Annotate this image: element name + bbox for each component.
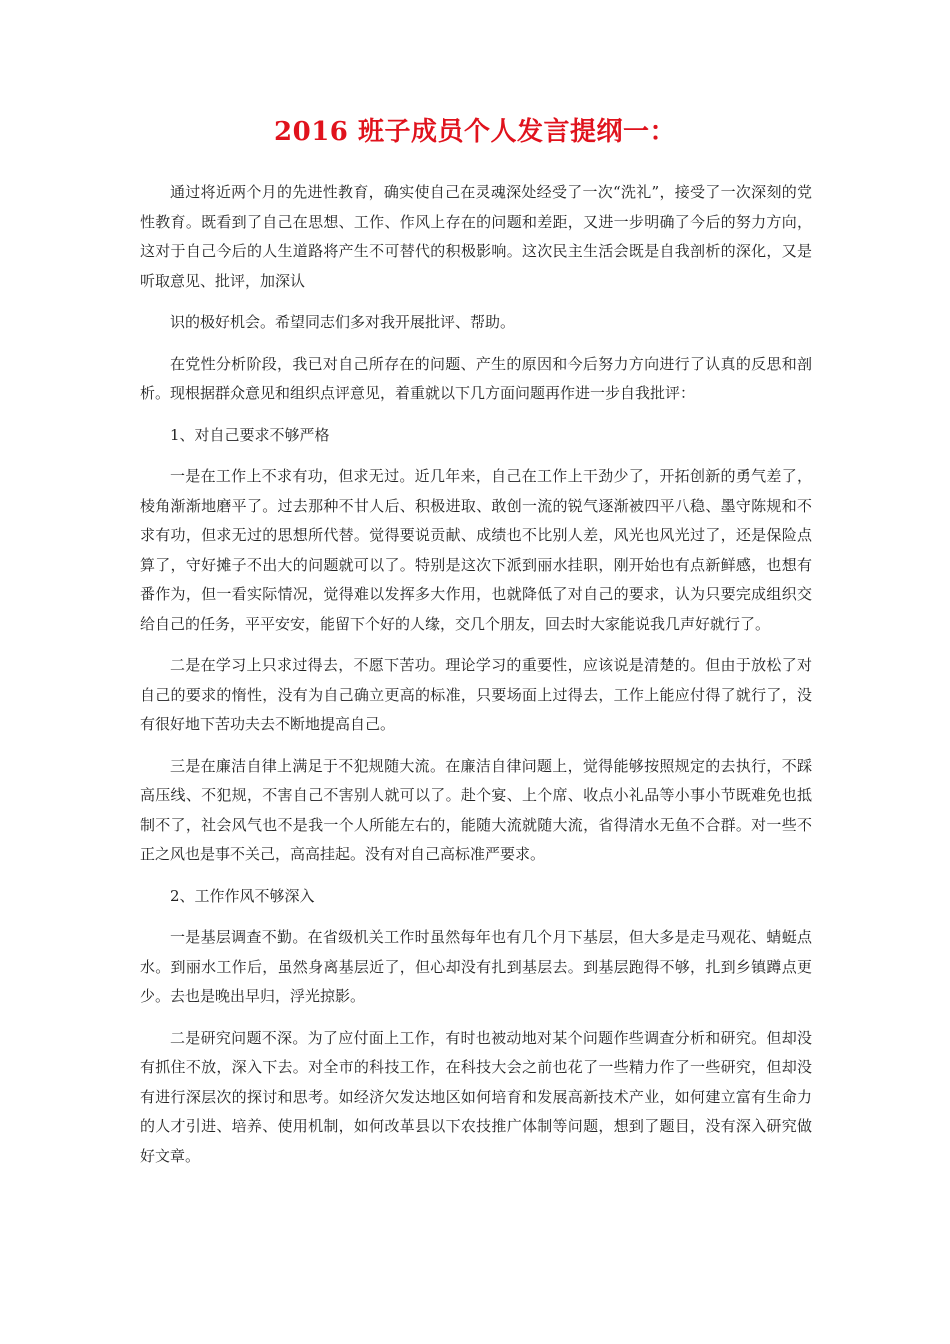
document-title: 2016 班子成员个人发言提纲一： [274, 117, 676, 147]
section-heading: 2、工作作风不够深入 [170, 886, 315, 905]
paragraph: 识的极好机会。希望同志们多对我开展批评、帮助。 [170, 313, 516, 331]
paragraph: 二是在学习上只求过得去，不愿下苦功。理论学习的重要性，应该说是清楚的。但由于放松了对自己的要求的惰性，没有为自己确立更高的标准，只要场面上过得去，工作上能应付得了就行了，没有很好地下苦功夫去不断地提高自己。 [140, 656, 812, 733]
paragraph: 在党性分析阶段，我已对自己所存在的问题、产生的原因和今后努力方向进行了认真的反思和剖析。现根据群众意见和组织点评意见，着重就以下几方面问题再作进一步自我批评： [140, 354, 812, 402]
paragraph: 三是在廉洁自律上满足于不犯规随大流。在廉洁自律问题上，觉得能够按照规定的去执行，不踩高压线、不犯规，不害自己不害别人就可以了。赴个宴、上个席、收点小礼品等小事小节既难免也抵制不了，社会风气也不是我一个人所能左右的，能随大流就随大流，省得清水无鱼不合群。对一些不正之风也是事不关己，高高挂起。没有对自己高标准严要求。 [140, 756, 812, 863]
paragraph: 一是基层调查不勤。在省级机关工作时虽然每年也有几个月下基层，但大多是走马观花、蜻蜓点水。到丽水工作后，虽然身离基层近了，但心却没有扎到基层去。到基层跑得不够，扎到乡镇蹲点更少。去也是晚出早归，浮光掠影。 [140, 928, 812, 1005]
document-body [140, 178, 812, 1183]
paragraph: 一是在工作上不求有功，但求无过。近几年来，自己在工作上干劲少了，开拓创新的勇气差了，棱角渐渐地磨平了。过去那种不甘人后、积极进取、敢创一流的锐气逐渐被四平八稳、墨守陈规和不求有功，但求无过的思想所代替。觉得要说贡献、成绩也不比别人差，风光也风光过了，还是保险点算了，守好摊子不出大的问题就可以了。特别是这次下派到丽水挂职，刚开始也有点新鲜感，也想有番作为，但一看实际情况，觉得难以发挥多大作用，也就降低了对自己的要求，认为只要完成组织交给自己的任务，平平安安，能留下个好的人缘，交几个朋友，回去时大家能说我几声好就行了。 [140, 467, 812, 633]
section-heading: 1、对自己要求不够严格 [170, 425, 330, 444]
paragraph: 通过将近两个月的先进性教育，确实使自己在灵魂深处经受了一次“洗礼”，接受了一次深刻的党性教育。既看到了自己在思想、工作、作风上存在的问题和差距，又进一步明确了今后的努力方向，这对于自己今后的人生道路将产生不可替代的积极影响。这次民主生活会既是自我剖析的深化，又是听取意见、批评，加深认 [140, 183, 812, 290]
paragraph: 二是研究问题不深。为了应付面上工作，有时也被动地对某个问题作些调查分析和研究。但却没有抓住不放，深入下去。对全市的科技工作，在科技大会之前也花了一些精力作了一些研究，但却没有进行深层次的探讨和思考。如经济欠发达地区如何培育和发展高新技术产业，如何建立富有生命力的人才引进、培养、使用机制，如何改革县以下农技推广体制等问题，想到了题目，没有深入研究做好文章。 [140, 1028, 812, 1165]
